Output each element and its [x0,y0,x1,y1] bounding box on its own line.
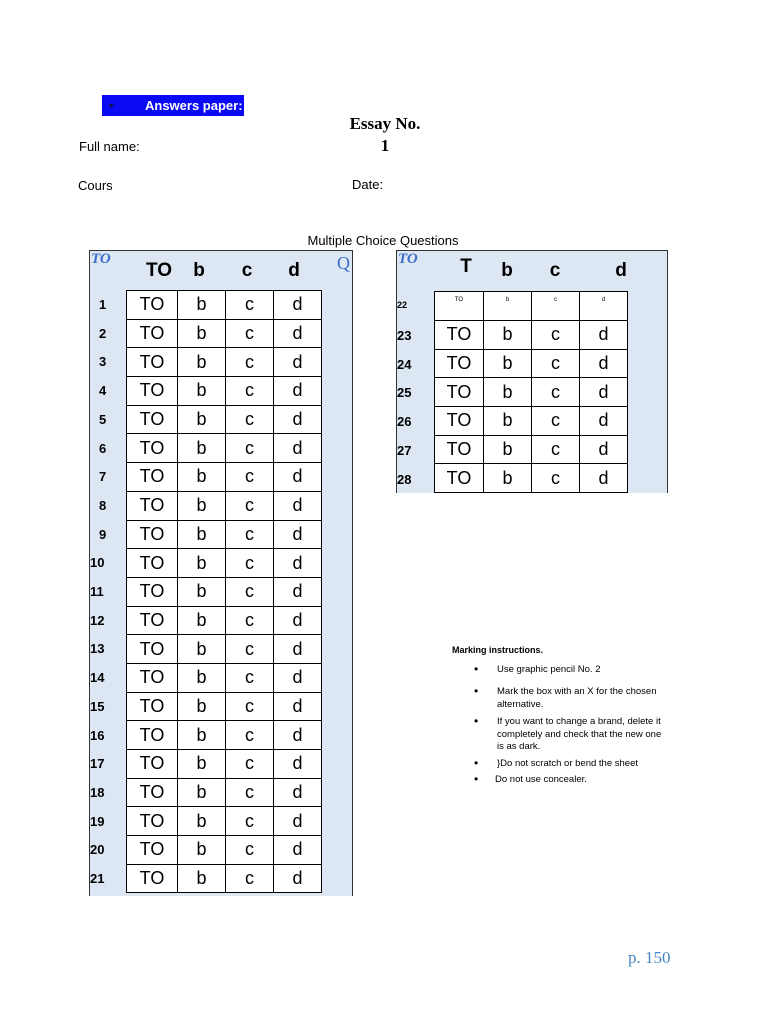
instruction-text: Mark the box with an X for the chosen alternative. [497,686,657,710]
answer-cell[interactable]: b [178,549,226,578]
answer-cell[interactable]: b [484,378,532,407]
answer-cell[interactable]: TO [435,435,484,464]
answer-cell[interactable]: b [484,292,532,321]
answer-cell[interactable]: c [226,577,274,606]
answer-grid-right [434,291,628,493]
answer-cell[interactable]: d [274,836,322,865]
answer-cell[interactable]: TO [435,407,484,436]
table-row [435,321,628,350]
answer-cell[interactable]: TO [127,750,178,779]
row-number: 10 [90,555,105,571]
answer-cell[interactable]: d [274,807,322,836]
answer-cell[interactable]: TO [127,549,178,578]
row-number: 17 [90,756,105,772]
answer-cell[interactable]: b [484,349,532,378]
answer-cell[interactable]: TO [435,378,484,407]
answer-cell[interactable]: d [274,692,322,721]
bullet-icon: • [474,662,479,676]
table-row [435,378,628,407]
answer-cell[interactable]: b [178,377,226,406]
row-number: 22 [397,300,408,310]
answer-cell[interactable]: c [532,321,580,350]
column-header-a: T [460,256,472,277]
answer-cell[interactable]: TO [127,291,178,320]
table-row [127,721,322,750]
answer-cell[interactable]: TO [127,319,178,348]
table-row [127,348,322,377]
answers-paper-banner [102,95,244,116]
answer-cell[interactable]: b [178,836,226,865]
answer-cell[interactable]: b [178,692,226,721]
row-number: 27 [397,442,412,458]
answer-cell[interactable]: c [226,491,274,520]
table-row [435,349,628,378]
answer-cell[interactable]: TO [127,405,178,434]
answer-cell[interactable]: TO [127,377,178,406]
table-row [435,407,628,436]
answer-panel-right [396,250,668,493]
bullet-icon: • [474,772,479,786]
row-number: 14 [90,670,105,686]
answer-cell[interactable]: b [178,463,226,492]
answer-cell[interactable]: TO [127,864,178,893]
corner-label-left: TO [91,251,111,267]
answer-cell[interactable]: d [580,435,628,464]
column-header-b: b [501,260,513,281]
table-row [127,606,322,635]
answer-cell[interactable]: d [580,378,628,407]
table-row [127,491,322,520]
list-item [470,716,697,754]
row-number: 13 [90,641,105,657]
answer-cell[interactable]: TO [127,778,178,807]
answer-cell[interactable]: c [226,434,274,463]
answer-cell[interactable]: d [274,864,322,893]
answer-cell[interactable]: d [274,778,322,807]
answer-cell[interactable]: c [226,663,274,692]
essay-title: Essay No. [349,114,421,133]
answer-cell[interactable]: TO [435,292,484,321]
banner-label: Answers paper: [145,98,243,113]
row-number: 23 [397,328,412,343]
bullet-icon: • [474,756,479,770]
answer-cell[interactable]: b [484,407,532,436]
list-item [470,758,697,771]
answer-cell[interactable]: b [178,606,226,635]
answer-cell[interactable]: TO [127,635,178,664]
row-number: 3 [99,354,107,370]
answer-cell[interactable]: d [274,577,322,606]
essay-number: 1 [380,136,390,155]
answer-panel-left [89,250,353,896]
row-number: 16 [90,727,105,743]
column-header-c: c [241,260,253,281]
answer-cell[interactable]: c [226,836,274,865]
table-row [127,836,322,865]
answer-cell[interactable]: c [226,520,274,549]
answer-cell[interactable]: c [532,292,580,321]
answer-cell[interactable]: b [178,807,226,836]
answer-cell[interactable]: TO [435,464,484,493]
answer-cell[interactable]: c [226,692,274,721]
answer-cell[interactable]: b [178,778,226,807]
answer-cell[interactable]: b [178,405,226,434]
table-row [127,319,322,348]
row-number: 18 [90,784,105,800]
row-number: 8 [99,497,107,513]
answer-cell[interactable]: c [532,407,580,436]
answer-cell[interactable]: TO [127,520,178,549]
answer-cell[interactable]: d [274,348,322,377]
answer-cell[interactable]: TO [127,491,178,520]
row-number: 4 [99,383,107,399]
answer-cell[interactable]: d [274,291,322,320]
row-number: 24 [397,356,412,372]
answer-cell[interactable]: d [274,663,322,692]
table-row [435,292,628,321]
answer-cell[interactable]: c [226,864,274,893]
page-number: p. 150 [628,948,671,967]
answer-cell[interactable]: b [178,520,226,549]
answer-cell[interactable]: c [532,378,580,407]
list-item [470,774,695,787]
table-row [127,549,322,578]
row-number: 1 [99,297,107,312]
row-number: 15 [90,698,105,714]
section-title: Multiple Choice Questions [307,233,459,248]
table-row [127,520,322,549]
answer-cell[interactable]: c [532,435,580,464]
table-row [127,778,322,807]
answer-cell[interactable]: d [274,549,322,578]
answer-cell[interactable]: c [532,349,580,378]
answer-cell[interactable]: d [274,721,322,750]
table-row [435,464,628,493]
table-row [127,377,322,406]
answer-cell[interactable]: d [580,464,628,493]
answer-cell[interactable]: d [580,321,628,350]
answer-cell[interactable]: c [226,778,274,807]
answer-cell[interactable]: TO [127,434,178,463]
table-row [127,434,322,463]
answer-cell[interactable]: b [178,864,226,893]
column-header-a: TO [145,260,173,281]
answer-cell[interactable]: TO [127,721,178,750]
column-header-d: d [615,260,627,281]
answer-cell[interactable]: TO [435,349,484,378]
answer-cell[interactable]: TO [435,321,484,350]
table-row [127,577,322,606]
instruction-text: Use graphic pencil No. 2 [497,664,601,675]
answer-cell[interactable]: c [226,721,274,750]
answer-cell[interactable]: c [226,635,274,664]
instructions-title: Marking instructions. [452,645,544,655]
answer-cell[interactable]: d [274,491,322,520]
answer-cell[interactable]: TO [127,692,178,721]
answer-cell[interactable]: b [178,577,226,606]
answer-cell[interactable]: b [178,635,226,664]
answer-cell[interactable]: c [226,348,274,377]
answer-cell[interactable]: d [274,750,322,779]
answer-cell[interactable]: d [274,405,322,434]
arrow-icon: ➢ [108,101,115,110]
row-number: 21 [90,871,105,886]
answer-cell[interactable]: c [226,463,274,492]
answer-cell[interactable]: TO [127,348,178,377]
answer-cell[interactable]: d [274,434,322,463]
row-number: 2 [99,325,107,341]
table-row [127,663,322,692]
answer-cell[interactable]: TO [127,577,178,606]
answer-cell[interactable]: b [178,319,226,348]
answer-cell[interactable]: c [226,750,274,779]
answer-cell[interactable]: c [226,405,274,434]
row-number: 11 [90,584,104,599]
answer-cell[interactable]: b [178,348,226,377]
answer-cell[interactable]: c [226,291,274,320]
answer-cell[interactable]: c [226,377,274,406]
date-label: Date: [352,177,384,192]
answer-grid-left [126,290,322,893]
row-number: 19 [90,813,105,829]
answer-cell[interactable]: d [580,292,628,321]
answer-cell[interactable]: TO [127,836,178,865]
column-header-c: c [549,260,561,281]
row-number: 12 [90,612,105,628]
corner-label-right: Q [337,253,350,273]
answer-cell[interactable]: b [178,491,226,520]
answer-cell[interactable]: c [226,319,274,348]
answer-cell[interactable]: b [178,750,226,779]
table-row [127,635,322,664]
row-number: 6 [99,440,107,456]
instruction-text: }Do not scratch or bend the sheet [497,758,639,769]
answer-cell[interactable]: d [274,520,322,549]
row-number: 25 [397,385,412,401]
answer-cell[interactable]: b [484,435,532,464]
answer-cell[interactable]: d [274,319,322,348]
answer-cell[interactable]: c [226,549,274,578]
answer-cell[interactable]: b [178,434,226,463]
table-row [127,807,322,836]
full-name-label: Full name: [79,139,140,154]
answer-cell[interactable]: c [532,464,580,493]
table-row [127,864,322,893]
answer-cell[interactable]: c [226,606,274,635]
row-number: 20 [90,842,105,858]
table-row [127,291,322,320]
table-row [127,463,322,492]
corner-label-left: TO [398,251,418,267]
answer-cell[interactable]: d [274,635,322,664]
row-number: 28 [397,471,412,487]
row-number: 9 [99,526,107,542]
answer-cell[interactable]: d [274,606,322,635]
answer-cell[interactable]: b [178,721,226,750]
table-row [435,435,628,464]
answer-cell[interactable]: b [484,321,532,350]
table-row [127,405,322,434]
answer-cell[interactable]: TO [127,663,178,692]
answer-cell[interactable]: d [580,407,628,436]
instruction-text: If you want to change a brand, delete it completely and check that the new one is as dark. [497,716,662,752]
answer-cell[interactable]: TO [127,463,178,492]
answer-cell[interactable]: b [484,464,532,493]
list-item [470,664,697,677]
column-header-d: d [288,260,300,281]
row-number: 5 [99,411,107,427]
answer-cell[interactable]: TO [127,606,178,635]
bullet-icon: • [474,684,479,698]
column-header-b: b [193,260,205,281]
bullet-icon: • [474,714,479,728]
answer-cell[interactable]: d [274,463,322,492]
answer-cell[interactable]: TO [127,807,178,836]
answer-cell[interactable]: b [178,291,226,320]
answer-cell[interactable]: b [178,663,226,692]
course-label: Cours [78,178,113,193]
table-row [127,692,322,721]
answer-cell[interactable]: d [274,377,322,406]
row-number: 26 [397,414,412,430]
row-number: 7 [99,469,107,485]
list-item [470,686,697,711]
table-row [127,750,322,779]
instruction-text: Do not use concealer. [495,774,587,785]
answer-cell[interactable]: d [580,349,628,378]
answer-cell[interactable]: c [226,807,274,836]
